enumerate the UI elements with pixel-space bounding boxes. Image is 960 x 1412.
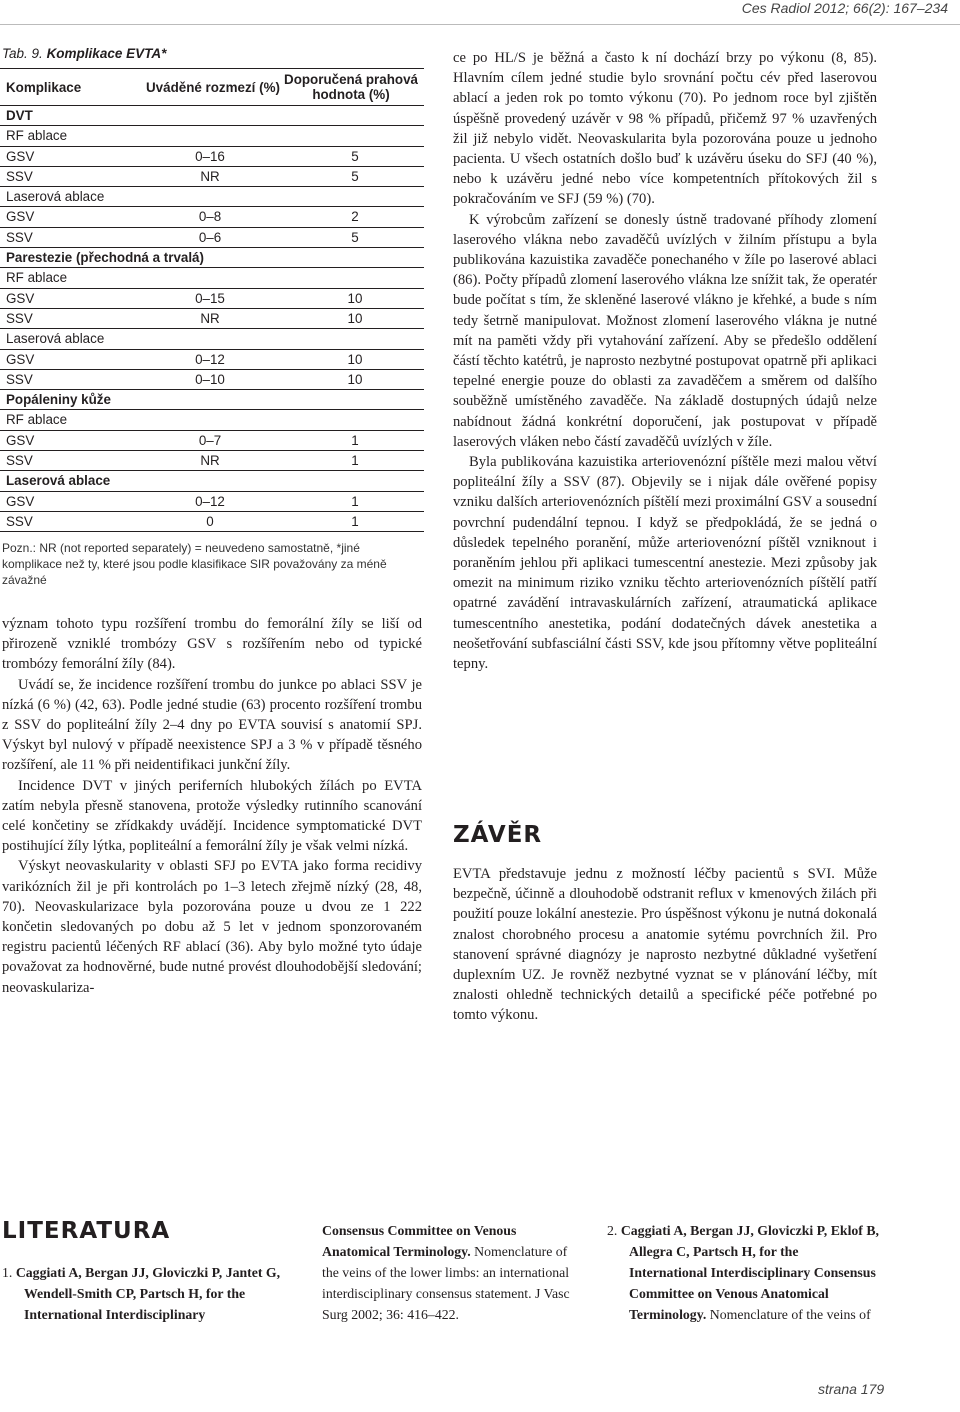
reference-authors: Consensus Committee on Venous Anatomical Terminology. [322, 1223, 517, 1259]
table-cell: 0–8 [198, 209, 222, 225]
reference-text: Nomenclature of the veins of [709, 1307, 871, 1322]
table-cell: GSV [6, 209, 35, 225]
page-number: strana 179 [818, 1381, 885, 1397]
references-heading: LITERATURA [2, 1218, 171, 1244]
table-cell: RF ablace [6, 128, 68, 144]
column-header-range: Uváděné rozmezí (%) [146, 80, 280, 95]
table-cell: SSV [6, 229, 33, 245]
conclusion-text [453, 864, 877, 1026]
table-row [0, 207, 424, 227]
table-cell: SSV [6, 371, 33, 387]
table-cell: 10 [347, 290, 363, 306]
paragraph: Byla publikována kazuistika arteriovenózní píštěle mezi malou větví popliteální žíly a SSV (87). Objevily se i nijak dále ověřené popisy vzniku dalších arteriovenózních píštělí mezi proximální GSV a sousední povrchní pudendální tepnou. I když se předpokládá, že se jedná o důsledek tepelného poranění, může arteriovenózní píštěl vzniknout i poraněním jehlou při aplikaci tumescentní anestezie. Mezi způsoby jak omezit na minimum riziko vzniku těchto arteriovenózních píštělí patří opatrné zavádění intravaskulárních zařízení, atraumatická aplikace tumescentního anestetika, podání dodatečných dávek anestetika a neošetřování subfasciální části SSV, kde jsou přítomny větve popliteální tepny. [453, 454, 877, 673]
table-row [0, 390, 424, 410]
table-cell: 10 [347, 371, 363, 387]
reference-number: 2. [607, 1223, 618, 1238]
table-cell: 0 [206, 513, 214, 529]
column-header-threshold: Doporučená prahová hodnota (%) [284, 72, 418, 102]
table-cell: 1 [351, 493, 359, 509]
paragraph: EVTA představuje jednu z možností léčby pacientů s SVI. Může bezpečně, účinně a dlouhodobě odstranit reflux v kmenových žilách při použití pouze lokální anestezie. Pro úspěšnost výkonu je nutná dokonalá znalost chorobného procesu a anatomie sytému povrchních žil. Pro stanovení správné diagnózy je naprosto nezbytné důkladné vyšetření duplexním UZ. Je rovněž nezbytné vyznat se v plánování léčby, mít znalosti ohledně technických detailů a specifické péče potřebné po tomto výkonu. [453, 866, 877, 1024]
table-row [0, 309, 424, 329]
table-cell: SSV [6, 310, 33, 326]
table-cell: 0–15 [195, 290, 225, 306]
table-row [0, 471, 424, 491]
right-column-text [453, 48, 877, 674]
table-cell: Laserová ablace [6, 331, 105, 347]
table-cell: 2 [351, 209, 359, 225]
table-note: Pozn.: NR (not reported separately) = neuvedeno samostatně, *jiné komplikace než ty, které jsou podle klasifikace SIR považovány za méně závažné [2, 541, 387, 587]
table-row [0, 268, 424, 288]
table-cell: NR [200, 310, 220, 326]
table-row [0, 289, 424, 309]
paragraph: význam tohoto typu rozšíření trombu do femorální žíly se liší od přirozeně vzniklé trombózy GSV s rozšířením nebo od typické trombózy femorální žíly (84). [2, 616, 422, 673]
table-cell: 1 [351, 432, 359, 448]
table-caption-prefix: Tab. 9. [2, 46, 43, 61]
table-cell: GSV [6, 290, 35, 306]
reference-text: Nomenclature of the veins of the lower limbs: an international interdisciplinary consensus statement. J Vasc Surg 2002; 36: 416–422. [322, 1244, 570, 1322]
table-header [0, 68, 424, 106]
table-row [0, 228, 424, 248]
table-cell: Popáleniny kůže [6, 392, 111, 408]
table-row [0, 167, 424, 187]
table-cell: SSV [6, 453, 33, 469]
table-row [0, 370, 424, 390]
table-caption [2, 46, 166, 61]
header-rule [0, 24, 960, 25]
paragraph: ce po HL/S je běžná a často k ní dochází brzy po výkonu (8, 85). Hlavním cílem jedné studie bylo srovnání počtu cév před laserovou ablací a jeden rok po tomto výkonu (70). Po jednom roce byl zjištěn úspěšně provedený uzávěr v 98 % případů, přičemž 97 % uzavřených žil již nebylo vidět. Neovaskularita byla pozorována pouze u jednoho pacienta. U všech ostatních došlo buď k uzávěru úseku do SFJ (40 %), nebo k uzávěru jedné nebo více kompetentních přítokových žil s pokračováním ve SFJ (59 %) (70). [453, 50, 877, 208]
table-cell: 5 [351, 148, 359, 164]
table-row [0, 492, 424, 512]
table-cell: GSV [6, 351, 35, 367]
journal-reference: Ces Radiol 2012; 66(2): 167–234 [741, 0, 948, 16]
table-caption-title: Komplikace EVTA* [46, 46, 167, 61]
table-cell: 10 [347, 310, 363, 326]
table-cell: NR [200, 453, 220, 469]
table-cell: Laserová ablace [6, 189, 105, 205]
table-cell: SSV [6, 168, 33, 184]
column-header-complication: Komplikace [6, 80, 82, 95]
table-row [0, 248, 424, 268]
table-row [0, 350, 424, 370]
table-row [0, 106, 424, 126]
table-cell: GSV [6, 148, 35, 164]
table-row [0, 410, 424, 430]
table-cell: 0–12 [195, 351, 225, 367]
table-cell: DVT [6, 108, 33, 123]
reference-authors: Caggiati A, Bergan JJ, Gloviczki P, Jantet G, Wendell-Smith CP, Partsch H, for the International Interdisciplinary [15, 1265, 281, 1322]
table-cell: RF ablace [6, 270, 68, 286]
table-cell: 0–7 [198, 432, 222, 448]
complications-table [0, 68, 424, 532]
table-cell: 0–10 [195, 371, 225, 387]
table-row [0, 451, 424, 471]
table-cell: Parestezie (přechodná a trvalá) [6, 250, 204, 266]
table-row [0, 512, 424, 532]
table-cell: GSV [6, 493, 35, 509]
reference-authors: Caggiati A, Bergan JJ, Gloviczki P, Eklof B, Allegra C, Partsch H, for the International Interdisciplinary Consensus Committee on Venous Anatomical Terminology. [620, 1223, 880, 1322]
table-cell: Laserová ablace [6, 473, 111, 489]
table-cell: 5 [351, 229, 359, 245]
table-cell: 1 [351, 513, 359, 529]
reference-number: 1. [2, 1265, 13, 1280]
table-body [0, 106, 424, 532]
paragraph: K výrobcům zařízení se donesly ústně tradované příhody zlomení laserového vlákna nebo zavaděčů uvízlých v žilním přístupu a byla publikována kazuistika zavaděče ponechaného v žíle po laserové ablaci (86). Počty případů zlomení laserového vlákna lze snížit tak, že operatér bude počítat s tím, že skleněné laserové vlákno je křehké, a bude s ním tedy šetrně manipulovat. Možnost zlomení laserového vlákna je nutné mít na paměti vždy při vytahování zařízení. Aby se předešlo oddělení částí těchto katétrů, je naprosto nezbytné postupovat opatrně při aplikaci tepelné energie pouze do oblasti za zavaděčem a směrem od dalšího souběžně umístěného zavaděče. Na základě dostupných údajů nelze nabídnout žádná konkrétní doporučení, jak postupovat v případě laserových vláken nebo částí zavaděčů uvízlých v žíle. [453, 211, 877, 450]
table-row [0, 431, 424, 451]
paragraph: Uvádí se, že incidence rozšíření trombu do junkce po ablaci SSV je nízká (6 %) (42, 63). Podle jedné studie (63) procento rozšíření trombu z SSV do popliteální žíly 2–4 dny po EVTA souvisí s anatomií SPJ. Výskyt byl nulový v případě neexistence SPJ a 3 % v případě těsného rozšíření, ale 11 % při neidentifikaci junkční žíly. [2, 676, 422, 774]
table-cell: 1 [351, 453, 359, 469]
table-cell: 10 [347, 351, 363, 367]
left-column-text [2, 614, 422, 998]
table-cell: GSV [6, 432, 35, 448]
table-row [0, 329, 424, 349]
conclusion-heading: ZÁVĚR [453, 822, 543, 848]
reference-1 [2, 1262, 284, 1325]
paragraph: Incidence DVT v jiných periferních hlubokých žílách po EVTA zatím nebyla přesně stanovena, protože výsledky rutinního scanování celé končetiny se zřídkakdy uvádějí. Incidence symptomatické DVT postihující žíly lýtka, popliteální a femorální žíly je však velmi nízká. [2, 777, 422, 855]
reference-2 [607, 1220, 879, 1325]
table-row [0, 147, 424, 167]
table-cell: RF ablace [6, 412, 68, 428]
table-row [0, 126, 424, 146]
paragraph: Výskyt neovaskularity v oblasti SFJ po EVTA jako forma recidivy varikózních žil je při kontrolách po 1–3 letech zřejmě nízký (28, 48, 70). Neovaskularizace byla pozorována pouze u dvou ze 1 222 končetin sledovaných po dobu až 5 let v jednom sponzorovaném registru pacientů léčených RF ablací (36). Aby bylo možné tyto údaje považovat za hodnověrné, bude nutné provést dlouhodobější sledování; neovaskulariza- [2, 858, 422, 996]
table-cell: 5 [351, 168, 359, 184]
table-row [0, 187, 424, 207]
reference-1-continued [322, 1220, 582, 1325]
table-cell: 0–12 [195, 493, 225, 509]
table-cell: NR [200, 168, 220, 184]
table-cell: 0–6 [198, 229, 222, 245]
table-cell: 0–16 [195, 148, 225, 164]
table-cell: SSV [6, 513, 33, 529]
